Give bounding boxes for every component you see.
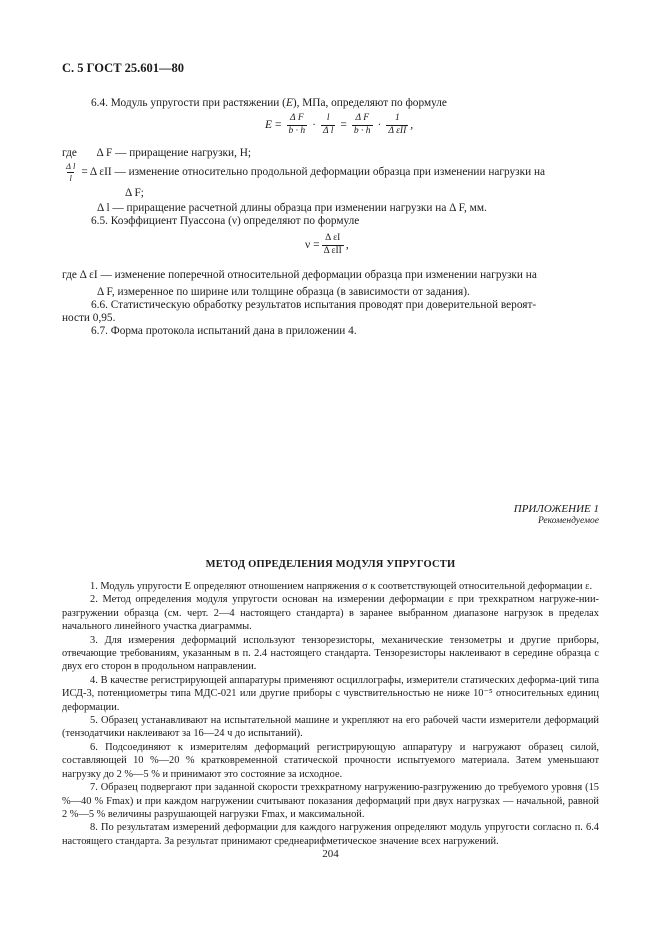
clause-6-5: 6.5. Коэффициент Пуассона (ν) определяют по формуле [91,215,360,227]
where-strain-trans-cont: Δ F, измеренное по ширине или толщине образца (в зависимости от задания). [97,286,470,298]
appendix-paragraph: 2. Метод определения модуля упругости основан на измерении деформации ε при трехкратном нагруже-нии-разгружении образца (см. черт. 2—4 настоящего стандарта) в заранее выбранном диапазоне нагрузок в пределах начального линейного участка диаграммы. [62,594,599,633]
where-delta-f: где Δ F — приращение нагрузки, Н; [62,147,252,159]
appendix-paragraph: 8. По результатам измерений деформации для каждого нагружения определяют модуль упругости согласно п. 6.4 настоящего стандарта. За результат принимают среднеарифметическое значение всех нагружений. [62,822,599,847]
clause-6-7: 6.7. Форма протокола испытаний дана в приложении 4. [91,325,357,337]
appendix-paragraph: 7. Образец подвергают при заданной скорости трехкратному нагружению-разгружению до требуемого уровня (15 %—40 % Fmax) и при каждом нагружении считывают показания деформаций при двух нагрузках — начальной, равной 2 %—5 % величины разрушающей нагрузки Fmax, и максимальной. [62,782,599,820]
appendix-paragraph: 6. Подсоединяют к измерителям деформаций регистрирующую аппаратуру и нагружают образец силой, составляющей 10 %—20 % кратковременной статической прочности испытуемого материала. Затем уменьшают нагрузку до 2 %—5 % и принимают это состояние за исходное. [62,741,599,780]
clause-6-6: 6.6. Статистическую обработку результатов испытания проводят при доверительной вероят- [91,299,537,311]
page-number: 204 [322,848,339,860]
clause-6-6-cont: ности 0,95. [62,312,116,324]
appendix-heading [514,503,599,526]
page-header: С. 5 ГОСТ 25.601—80 [62,61,185,75]
appendix-body [62,580,599,848]
clause-6-4: 6.4. Модуль упругости при растяжении (E), МПа, определяют по формуле [91,97,447,109]
appendix-title: МЕТОД ОПРЕДЕЛЕНИЯ МОДУЛЯ УПРУГОСТИ [205,559,456,570]
where-strain-long: $\frac{\text{Δ l}}{l}$ = Δ εII — изменение относительно продольной деформации образца при изменении нагрузки на [66,161,546,183]
appendix-paragraph: 1. Модуль упругости E определяют отношением напряжения σ к соответствующей относительной деформации ε. [90,581,593,592]
where-delta-l: Δ l — приращение расчетной длины образца при изменении нагрузки на Δ F, мм. [97,202,487,214]
appendix-paragraph: 5. Образец устанавливают на испытательной машине и укрепляют на его рабочей части измерители деформаций (тензодатчики наклеивают за 16—24 ч до испытаний). [62,715,599,740]
where-strain-long-cont: Δ F; [125,187,144,199]
appendix-paragraph: 3. Для измерения деформаций используют тензорезисторы, механические тензометры и другие приборы, отвечающие требованиям, указанным в п. 2.4 настоящего стандарта. Тензорезисторы наклеивают в середине образца с двух его сторон в продольном направлении. [62,634,599,673]
formula-poisson: ν = $\frac{\text{Δ εI}}{\text{Δ εII}}$ , [305,233,349,256]
appendix-paragraph: 4. В качестве регистрирующей аппаратуры применяют осциллографы, измерители статических деформа-ций типа ИСД-3, потенциометры типа МДС-021 или другие приборы с чувствительностью не ниже 10⁻⁵ относительных единиц деформации. [62,674,599,713]
appendix-status: Рекомендуемое [537,516,599,526]
appendix-label: ПРИЛОЖЕНИЕ 1 [513,503,599,515]
where-strain-trans: где Δ εI — изменение поперечной относительной деформации образца при изменении нагрузки на [62,269,537,281]
formula-modulus: E = $\frac{\text{Δ F}}{b \cdot h}$ · $\frac{l}{\text{Δ l}}$ = $\frac{\text{Δ F}}{b \cdot h}$ · $\frac{1}{\text{Δ εII}}$ , [265,113,414,136]
